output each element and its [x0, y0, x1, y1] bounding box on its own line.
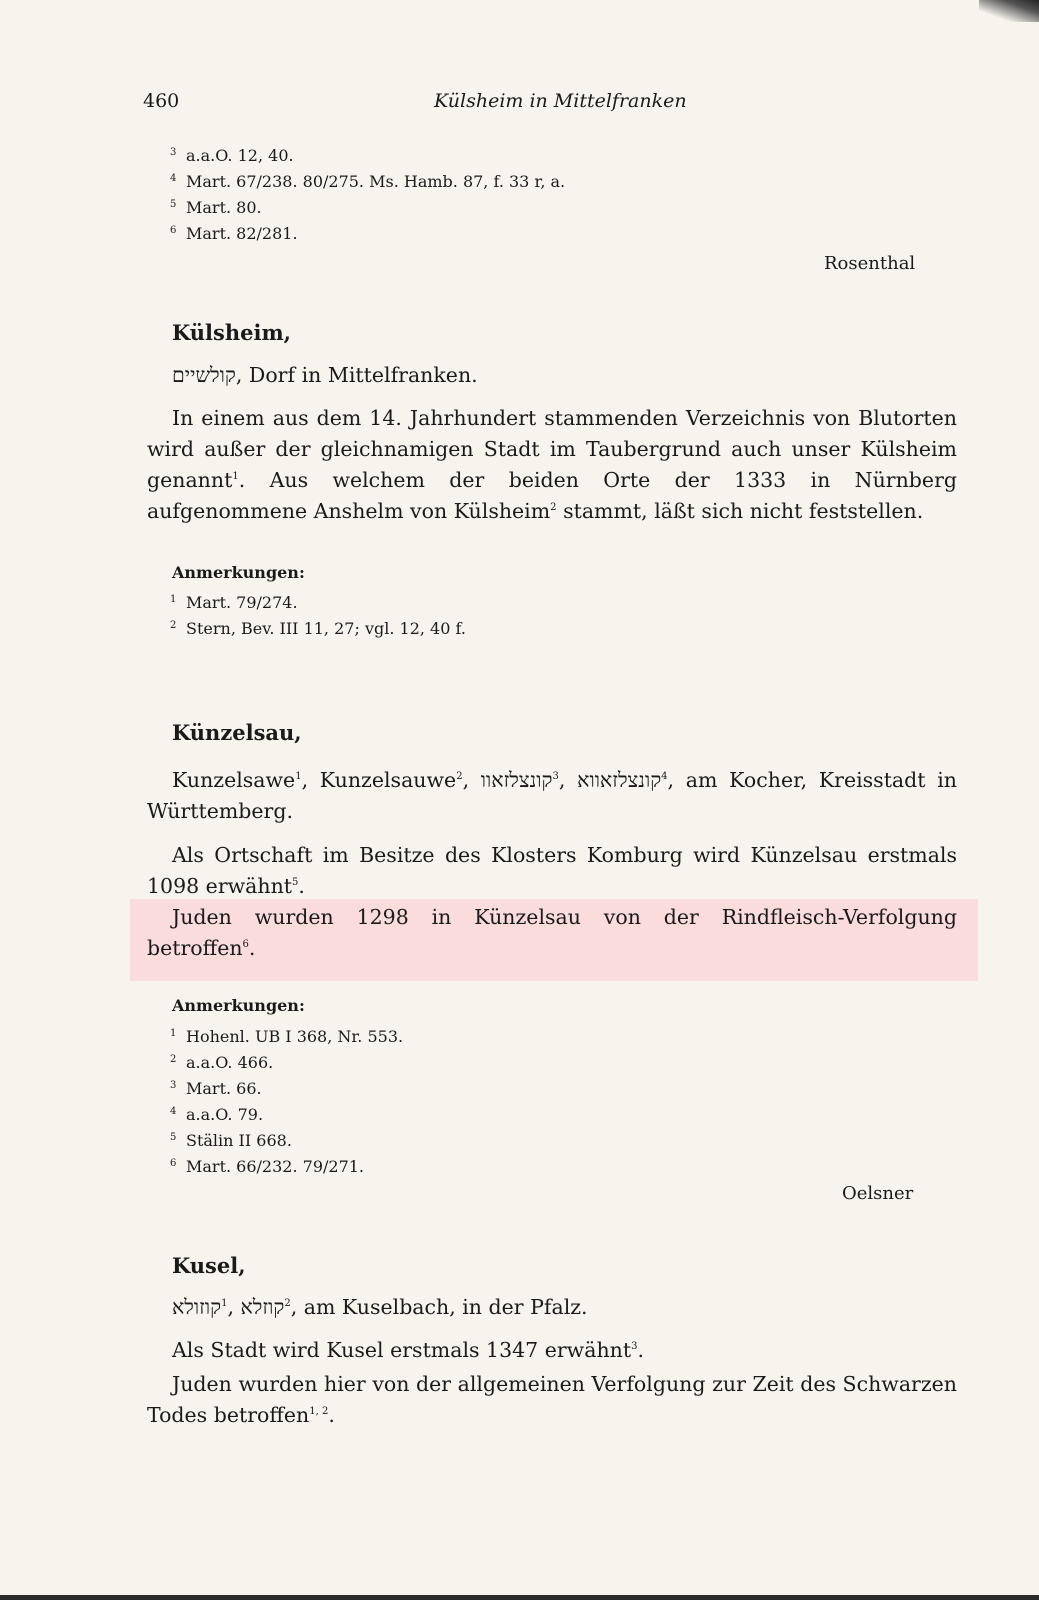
hebrew-name: קוזלא [240, 1295, 285, 1319]
footnote-ref: 1, 2 [309, 1406, 329, 1418]
entry-paragraph: In einem aus dem 14. Jahrhundert stammenden Verzeichnis von Blutorten wird außer der gleichnamigen Stadt im Taubergrund auch unser Külsheim genannt$^1$. Aus welchem der beiden Orte der 1333 in Nürnberg aufgenommene Anshelm von Külsheim$^2$ stammt, läßt sich nicht feststellen. [147, 406, 957, 523]
footnote-text: a.a.O. 466. [186, 1053, 274, 1072]
entry-title-kulsheim: Külsheim, [172, 320, 291, 345]
footnote-ref: 1 [295, 771, 302, 783]
entry-place-names: קוזולא$^1$, קוזלא$^2$, am Kuselbach, in der Pfalz. [172, 1295, 588, 1319]
entry-place-names [172, 360, 962, 391]
page-bottom-edge [0, 1595, 1039, 1600]
footnote-ref: 1 [232, 471, 239, 483]
hebrew-name: קוזולא [172, 1295, 222, 1319]
footnote-item: 5 Stälin II 668. [170, 1131, 292, 1150]
footnote-text: Mart. 66. [186, 1079, 262, 1098]
footnote-item: 1 Hohenl. UB I 368, Nr. 553. [170, 1027, 404, 1046]
footnote-ref: 4 [661, 771, 668, 783]
author-signature-oelsner: Oelsner [842, 1183, 914, 1204]
footnote-ref: 5 [292, 877, 299, 889]
footnote-text: Mart. 79/274. [186, 593, 298, 612]
entry-place-names: Kunzelsawe$^1$, Kunzelsauwe$^2$, קונצלזאוו$^3$, קונצלזאווא$^4$, am Kocher, Kreisstadt in Württemberg. [147, 768, 957, 823]
footnote-text: Hohenl. UB I 368, Nr. 553. [186, 1027, 404, 1046]
footnote-item: 3 a.a.O. 12, 40. [170, 146, 294, 165]
footnote-text: a.a.O. 79. [186, 1105, 264, 1124]
kulsheim-notes [170, 590, 466, 642]
footnote-ref: 2 [284, 1298, 291, 1310]
entry-paragraph: Als Ortschaft im Besitze des Klosters Komburg wird Künzelsau erstmals 1098 erwähnt$^5$. [147, 843, 957, 898]
notes-heading: Anmerkungen: [172, 563, 305, 582]
footnote-ref: 3 [631, 1341, 638, 1353]
footnote-item: 5 Mart. 80. [170, 198, 262, 217]
footnote-text: Mart. 67/238. 80/275. Ms. Hamb. 87, f. 33 r, a. [186, 172, 566, 191]
entry-paragraph: Juden wurden hier von der allgemeinen Verfolgung zur Zeit des Schwarzen Todes betroffen$^{1, 2}$. [147, 1372, 957, 1427]
entry-paragraph: Als Stadt wird Kusel erstmals 1347 erwähnt$^3$. [172, 1338, 644, 1362]
place-description: , Dorf in Mittelfranken. [235, 363, 478, 387]
footnote-item: 2 a.a.O. 466. [170, 1053, 274, 1072]
footnote-text: Stern, Bev. III 11, 27; vgl. 12, 40 f. [186, 619, 466, 638]
kunzelsau-notes [170, 1024, 403, 1180]
footnote-item: 3 Mart. 66. [170, 1079, 262, 1098]
footnote-item: 4 Mart. 67/238. 80/275. Ms. Hamb. 87, f. 33 r, a. [170, 172, 566, 191]
footnote-text: Mart. 82/281. [186, 224, 298, 243]
page-corner-shadow [979, 0, 1039, 22]
footnote-text: Mart. 66/232. 79/271. [186, 1157, 365, 1176]
author-signature-rosenthal: Rosenthal [824, 253, 916, 274]
hebrew-name: קונצלזאווא [577, 768, 662, 792]
hebrew-name: קונצלזאוו [480, 768, 553, 792]
notes-heading: Anmerkungen: [172, 996, 305, 1015]
entry-paragraph-highlighted: Juden wurden 1298 in Künzelsau von der Rindfleisch-Verfolgung betroffen$^6$. [147, 905, 957, 960]
entry-title-kusel: Kusel, [172, 1253, 246, 1278]
top-footnotes [170, 143, 565, 247]
footnote-item: 2 Stern, Bev. III 11, 27; vgl. 12, 40 f. [170, 619, 466, 638]
footnote-item: 6 Mart. 66/232. 79/271. [170, 1157, 365, 1176]
footnote-item: 6 Mart. 82/281. [170, 224, 298, 243]
page-number: 460 [143, 90, 180, 112]
footnote-item: 1 Mart. 79/274. [170, 593, 298, 612]
footnote-ref: 1 [221, 1298, 228, 1310]
footnote-text: a.a.O. 12, 40. [186, 146, 294, 165]
hebrew-name: קולשיים [172, 363, 236, 387]
footnote-text: Mart. 80. [186, 198, 262, 217]
footnote-item: 4 a.a.O. 79. [170, 1105, 264, 1124]
footnote-text: Stälin II 668. [186, 1131, 292, 1150]
footnote-ref: 2 [550, 502, 557, 514]
running-head: Külsheim in Mittelfranken [434, 90, 687, 112]
entry-title-kunzelsau: Künzelsau, [172, 720, 302, 745]
footnote-ref: 3 [552, 771, 559, 783]
footnote-ref: 2 [456, 771, 463, 783]
footnote-ref: 6 [242, 939, 249, 951]
